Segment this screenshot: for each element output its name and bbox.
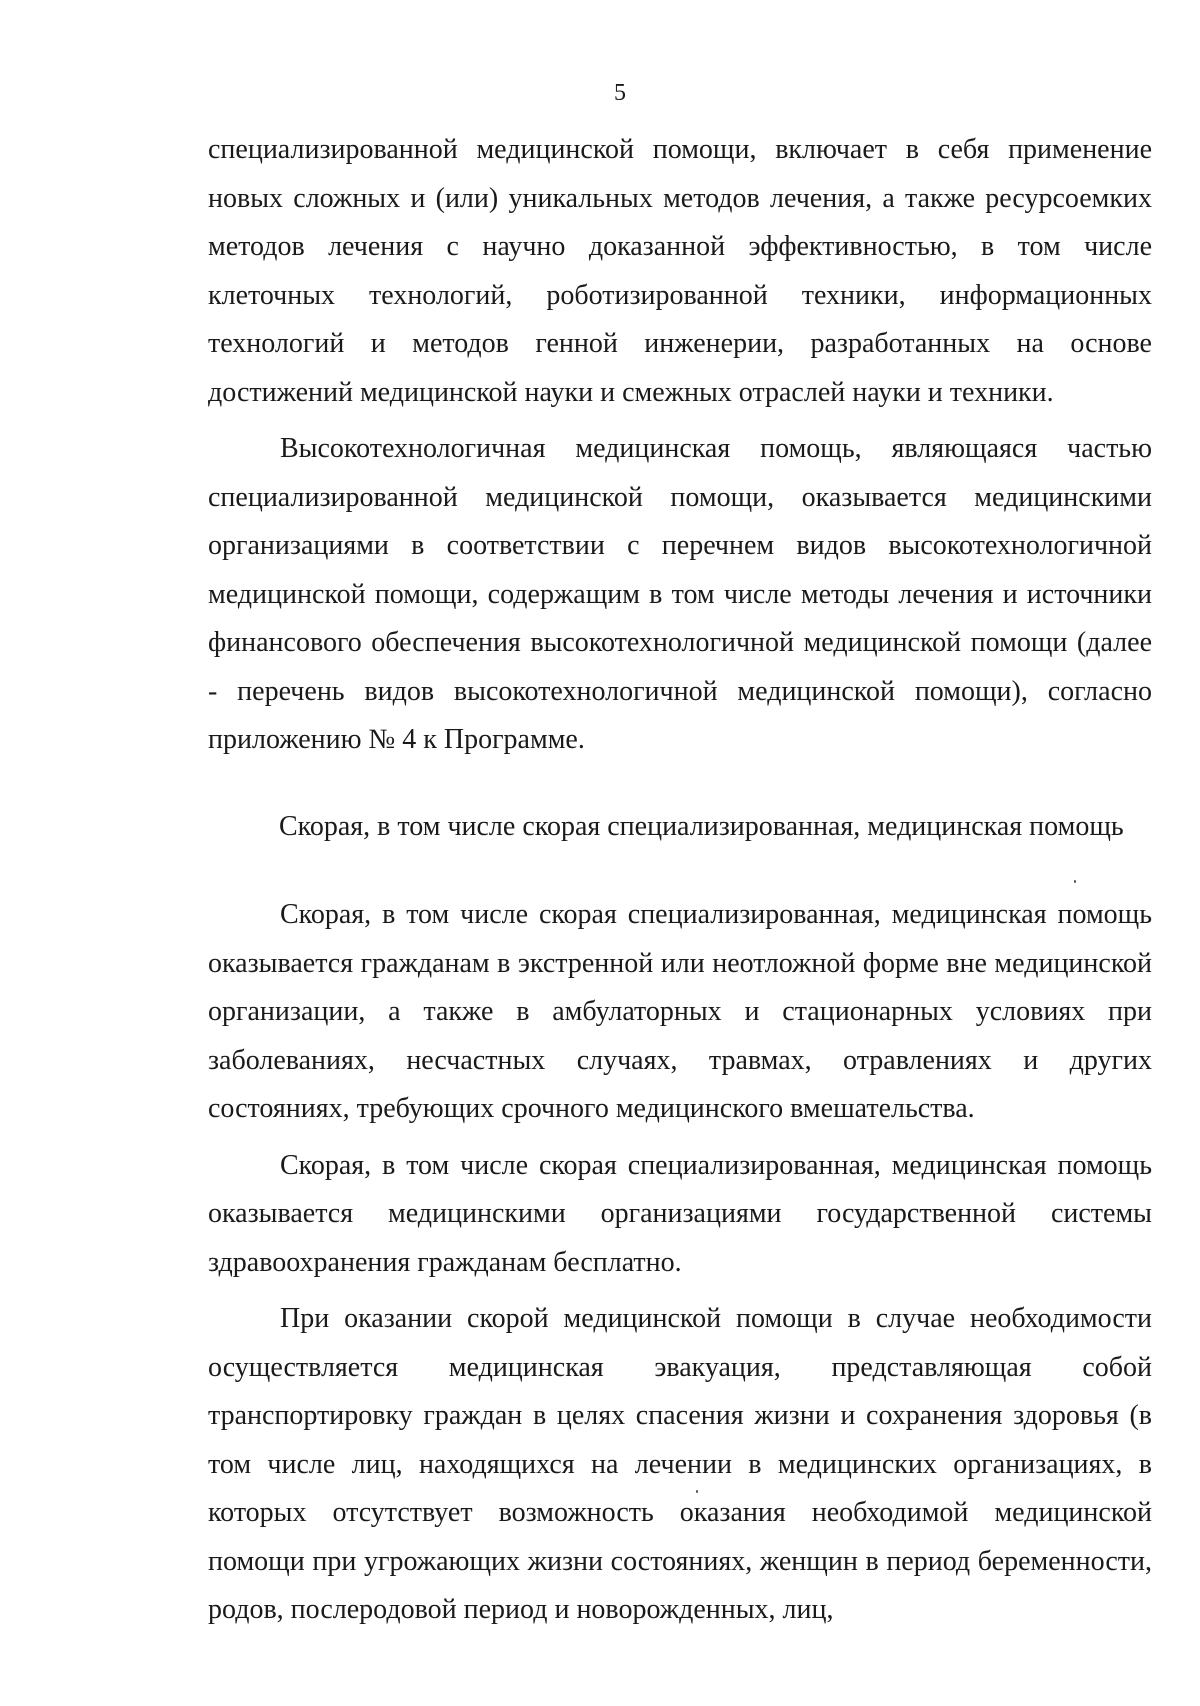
- section-heading-emergency-care: Скорая, в том числе скорая специализированная, медицинская помощь: [279, 810, 1124, 842]
- paragraph-medical-evacuation: При оказании скорой медицинской помощи в случае необходимости осуществляется медицинская эвакуация, представляющая собой транспортировку граждан в целях спасения жизни и сохранения здоровья (в том числе лиц, находящихся на лечении в медицинских организациях, в которых отсутствует возможность оказания необходимой медицинской помощи при угрожающих жизни состояниях, женщин в период беременности, родов, послеродовой период и новорожденных, лиц,: [208, 1303, 1152, 1625]
- paragraph-high-tech-care: Высокотехнологичная медицинская помощь, являющаяся частью специализированной медицинской помощи, оказывается медицинскими организациями в соответствии с перечнем видов высокотехнологичной медицинской помощи, содержащим в том числе методы лечения и источники финансового обеспечения высокотехнологичной медицинской помощи (далее - перечень видов высокотехнологичной медицинской помощи), согласно приложению № 4 к Программе.: [208, 433, 1152, 755]
- paragraph-emergency-care-free: Скорая, в том числе скорая специализированная, медицинская помощь оказывается медицинскими организациями государственной системы здравоохранения гражданам бесплатно.: [208, 1149, 1152, 1278]
- scan-speck: [1074, 880, 1076, 883]
- paragraph-continuation: специализированной медицинской помощи, включает в себя применение новых сложных и (или) уникальных методов лечения, а также ресурсоемких методов лечения с научно доказанной эффективностью, в том числе клеточных технологий, роботизированной техники, информационных технологий и методов генной инженерии, разработанных на основе достижений медицинской науки и смежных отраслей науки и техники.: [208, 134, 1152, 408]
- page-number: 5: [614, 80, 626, 106]
- scan-speck: [696, 1490, 698, 1493]
- document-body: [208, 126, 1152, 1635]
- paragraph-emergency-care-forms: Скорая, в том числе скорая специализированная, медицинская помощь оказывается гражданам в экстренной или неотложной форме вне медицинской организации, а также в амбулаторных и стационарных условиях при заболеваниях, несчастных случаях, травмах, отравлениях и других состояниях, требующих срочного медицинского вмешательства.: [208, 899, 1152, 1124]
